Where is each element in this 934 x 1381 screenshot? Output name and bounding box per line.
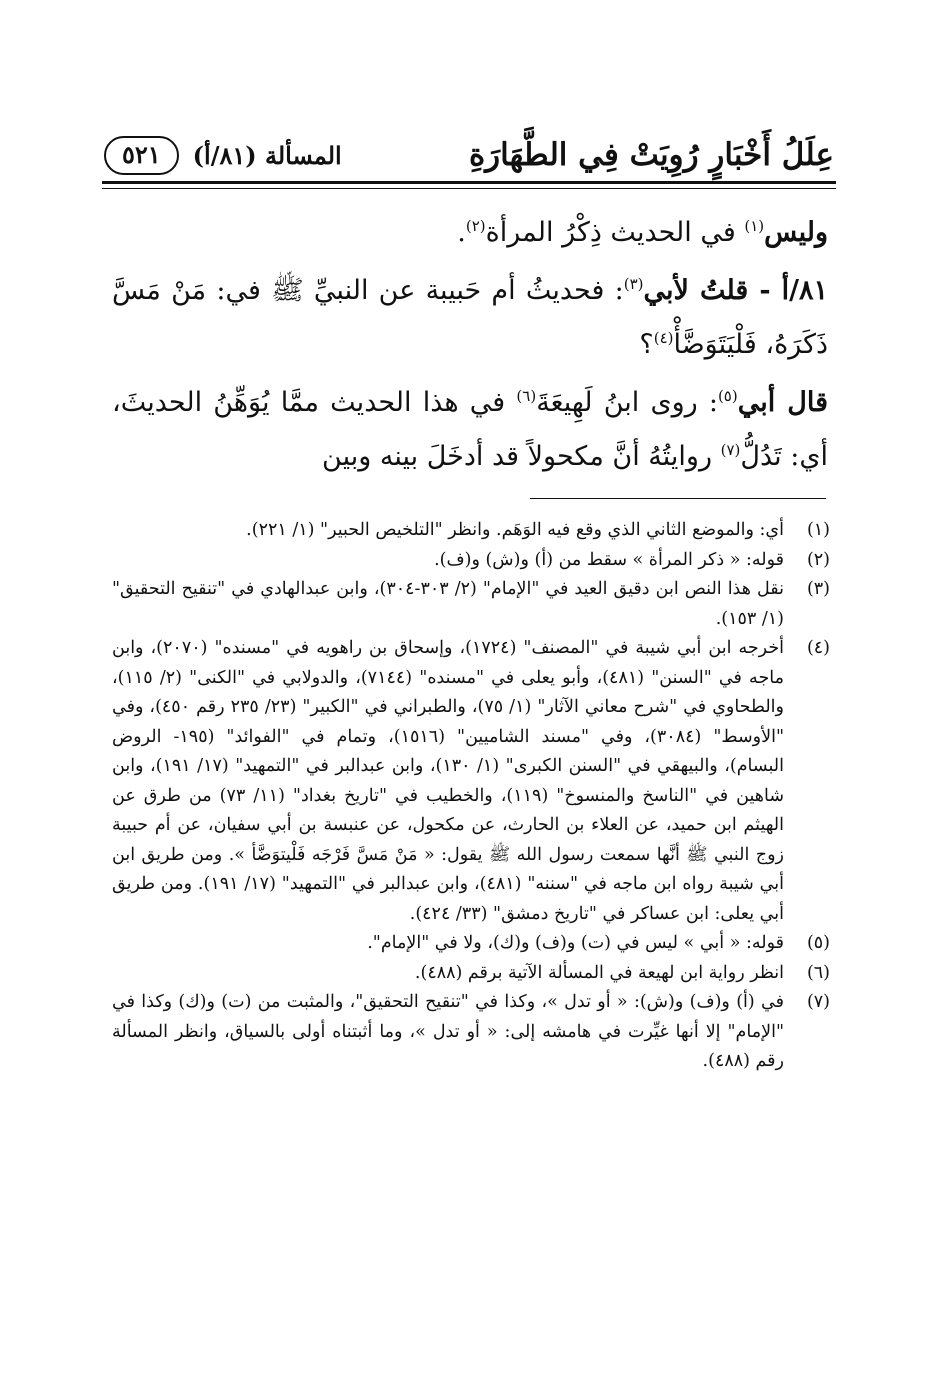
paragraph-1-lead: وليس <box>764 217 828 248</box>
footnote-7 <box>112 988 830 1077</box>
question-end: ؟ <box>639 329 654 360</box>
footnotes <box>112 516 830 1077</box>
answer-text-2: في هذا الحديث ممَّا يُوَهِّنُ الحديثَ، أي: تَدُلُّ <box>112 387 828 472</box>
footnote-2 <box>112 546 830 576</box>
footnote-text: في (أ) و(ف) و(ش): « أو تدل »، وكذا في "تنقيح التحقيق"، والمثبت من (ت) و(ك) وكذا في "الإمام" إلا أنها غيِّرت في هامشه إلى: « أو تدل »، وما أثبتناه أولى بالسياق، وانظر المسألة رقم (٤٨٨). <box>112 992 784 1071</box>
footnote-number: (٢) <box>806 549 830 570</box>
footnote-number: (٥) <box>806 933 830 953</box>
footnote-number: (٧) <box>806 992 830 1012</box>
footnote-text: قوله: « أبي » ليس في (ت) و(ف) و(ك)، ولا في "الإمام". <box>367 933 784 953</box>
paragraph-1-text: في الحديث ذِكْرُ المرأة <box>485 217 745 248</box>
running-head <box>104 132 834 178</box>
footnote-ref-1[interactable]: (١) <box>744 217 765 235</box>
footnote-5 <box>112 929 830 959</box>
footnote-number: (١) <box>806 520 830 540</box>
paragraph-1 <box>112 206 828 260</box>
footnote-number: (٣) <box>806 579 830 599</box>
question-text: : فحديثُ أم حَبيبة عن النبيِّ ﷺ في: مَنْ مَسَّ ذَكَرَهُ، فَلْيَتَوَضَّأْ <box>112 275 828 360</box>
paragraph-2 <box>112 264 828 372</box>
footnote-text: نقل هذا النص ابن دقيق العيد في "الإمام" (٢/ ٣٠٣-٣٠٤)، وابن عبدالهادي في "تنقيح التحقيق" (١/ ١٥٣). <box>112 579 784 629</box>
main-text <box>112 206 828 488</box>
footnote-text: قوله: « ذكر المرأة » سقط من (أ) و(ش) و(ف). <box>434 549 784 570</box>
footnote-ref-3[interactable]: (٣) <box>623 275 644 293</box>
footnote-number: (٤) <box>806 638 830 658</box>
header-rule-thick <box>102 181 836 184</box>
footnote-text: انظر رواية ابن لهيعة في المسألة الآتية برقم (٤٨٨). <box>414 962 784 983</box>
footnote-text: أخرجه ابن أبي شيبة في "المصنف" (١٧٢٤)، وإسحاق بن راهويه في "مسنده" (٢٠٧٠)، وابن ماجه في "السنن" (٤٨١)، وأبو يعلى في "مسنده" (٧١٤٤)، والدولابي في "الكنى" (٢/ ١١٥)، والطحاوي في "شرح معاني الآثار" (١/ ٧٥)، والطبراني في "الكبير" (٢٣/ ٢٣٥ رقم ٤٥٠)، وفي "الأوسط" (٣٠٨٤)، وفي "مسند الشاميين" (١٥١٦)، وتمام في "الفوائد" (١٩٥- الروض البسام)، والبيهقي في "السنن الكبرى" (١/ ١٣٠)، وابن عبدالبر في "التمهيد" (١٧/ ١٩١)، وابن شاهين في "الناسخ والمنسوخ" (١١٩)، والخطيب في "تاريخ بغداد" (١١/ ٧٣) من طرق عن الهيثم ابن حميد، عن العلاء بن الحارث، عن مكحول، عن عنبسة بن أبي سفيان، عن أم حبيبة زوج النبي ﷺ أنَّها سمعت رسول الله ﷺ يقول: « مَنْ مَسَّ فَرْجَه فَلْيتوَضَّأ ». ومن طريق ابن أبي شيبة رواه ابن ماجه في "سننه" (٤٨١)، وابن عبدالبر في "التمهيد" (١٧/ ١٩١). ومن طريق أبي يعلى: ابن عساكر في "تاريخ دمشق" (٣٣/ ٤٢٤). <box>112 638 785 924</box>
answer-text-3: روايتُهُ أنَّ مكحولاً قد أدخَلَ بينه وبين <box>322 441 721 472</box>
footnote-ref-7[interactable]: (٧) <box>720 441 741 459</box>
footnote-1 <box>112 516 830 546</box>
question-heading: ٨١/أ - قلتُ لأبي <box>643 275 828 306</box>
footnote-3 <box>112 575 830 634</box>
issue-label: المسألة (٨١/أ) <box>192 140 342 170</box>
footnote-ref-2[interactable]: (٢) <box>465 217 486 235</box>
header-rule-thin <box>102 188 836 189</box>
footnote-ref-4[interactable]: (٤) <box>653 329 674 347</box>
running-head-left <box>104 136 342 175</box>
footnote-6 <box>112 959 830 989</box>
answer-text-1: : روى ابنُ لَهِيعَةَ <box>536 387 718 418</box>
footnote-separator <box>530 498 826 499</box>
footnote-ref-5[interactable]: (٥) <box>717 387 738 405</box>
footnote-ref-6[interactable]: (٦) <box>516 387 537 405</box>
paragraph-1-end: . <box>457 217 466 248</box>
answer-heading: قال أبي <box>737 387 828 418</box>
footnote-4 <box>112 634 830 929</box>
book-title: عِلَلُ أَخْبَارٍ رُوِيَتْ فِي الطَّهَارَةِ <box>468 137 834 173</box>
page-number: ٥٢١ <box>104 136 179 175</box>
footnote-text: أي: والموضع الثاني الذي وقع فيه الوَهَم. وانظر "التلخيص الحبير" (١/ ٢٢١). <box>246 520 784 540</box>
footnote-number: (٦) <box>806 962 830 983</box>
paragraph-3 <box>112 376 828 484</box>
